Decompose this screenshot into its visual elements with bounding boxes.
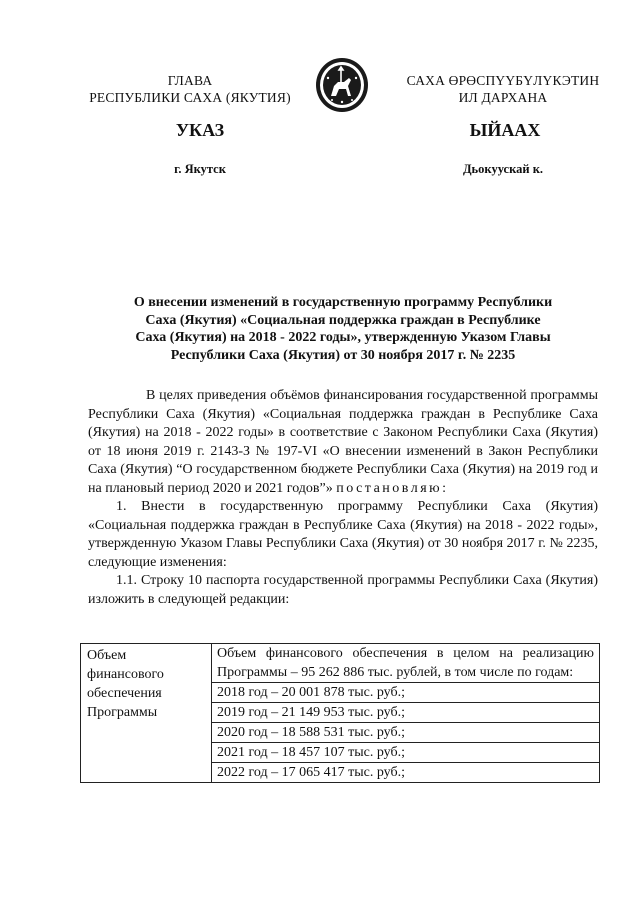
heading-line: О внесении изменений в государственную программу Республики	[133, 295, 553, 310]
label-line: обеспечения	[87, 686, 162, 701]
funding-year-line: 2020 год – 18 588 531 тыс. руб.;	[212, 723, 599, 743]
heading-line: Республики Саха (Якутия) от 30 ноября 2017 г. № 2235	[170, 347, 516, 363]
label-line: финансового	[87, 667, 164, 682]
preamble-paragraph	[88, 387, 598, 498]
row-label-cell	[81, 644, 212, 783]
issuer-line: РЕСПУБЛИКИ САХА (ЯКУТИЯ)	[89, 90, 291, 105]
table-row	[81, 644, 600, 783]
issuer-line: САХА ӨРӨСПҮҮБҮЛҮКЭТИН	[406, 73, 600, 88]
issuer-line: ГЛАВА	[167, 73, 213, 88]
clause-1-paragraph: 1. Внести в государственную программу Республики Саха (Якутия) «Социальная поддержка граждан в Республике Саха (Якутия) на 2018 - 2022 годы», утвержденную Указом Главы Республики Саха (Якутия) от 30 ноября 2017 г. № 2235, следующие изменения:	[88, 499, 598, 570]
place-yakut: Дьокуускай к.	[462, 162, 544, 176]
heading-line: Саха (Якутия) на 2018 - 2022 годы», утвержденную Указом Главы	[135, 330, 551, 345]
funding-year-line: 2021 год – 18 457 107 тыс. руб.;	[212, 743, 599, 763]
funding-year-line: 2018 год – 20 001 878 тыс. руб.;	[212, 683, 599, 703]
issuer-title-yakut	[388, 72, 618, 106]
preamble-text: В целях приведения объёмов финансирования государственной программы Республики Саха (Якутия) «Социальная поддержка граждан в Республике Саха (Якутия) на 2018 - 2022 годы» в соответствие с Законом Республики Саха (Якутия) от 18 июня 2019 г. 2143-З № 197-VI «О внесении изменений в Закон Республики Саха (Якутия) “О государственном бюджете Республики Саха (Якутия) на 2019 год и на плановый период 2020 и 2021 годов”»	[88, 388, 598, 496]
clause-1-1-paragraph: 1.1. Строку 10 паспорта государственной программы Республики Саха (Якутия) изложить в следующей редакции:	[88, 573, 598, 607]
issuer-line: ИЛ ДАРХАНА	[458, 90, 548, 105]
funding-intro: Объем финансового обеспечения в целом на реализацию Программы – 95 262 886 тыс. рублей, в том числе по годам:	[212, 644, 599, 683]
funding-year-line: 2019 год – 21 149 953 тыс. руб.;	[212, 703, 599, 723]
issuer-title-russian	[85, 72, 295, 106]
label-line: Программы	[87, 705, 158, 720]
document-type-yakut: ЫЙААХ	[469, 120, 541, 140]
coat-of-arms-emblem	[314, 56, 370, 114]
document-type-russian: УКАЗ	[175, 120, 225, 140]
resolution-word: постановляю:	[336, 480, 449, 496]
label-line: Объем	[87, 648, 127, 663]
passport-row-table	[80, 643, 600, 783]
decree-heading	[88, 294, 598, 364]
row-value-cell	[212, 644, 600, 783]
decree-body	[88, 387, 598, 609]
funding-year-line: 2022 год – 17 065 417 тыс. руб.;	[217, 765, 405, 780]
heading-line: Саха (Якутия) «Социальная поддержка граждан в Республике	[145, 312, 541, 328]
place-russian: г. Якутск	[174, 162, 226, 176]
